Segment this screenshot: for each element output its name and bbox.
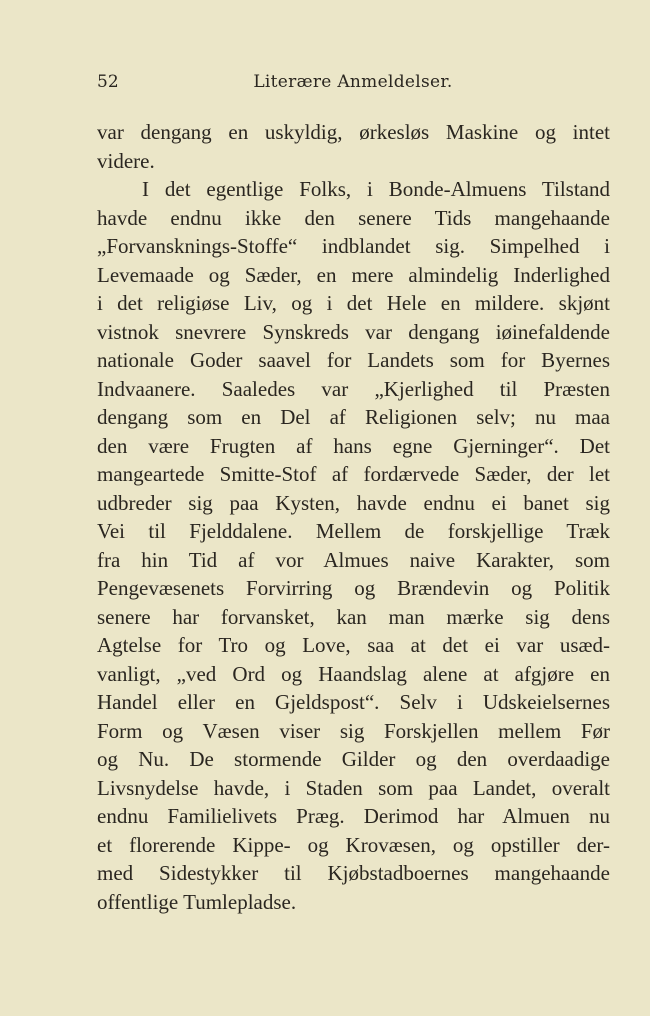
- text-line: Vei til Fjelddalene. Mellem de forskjellige Træk: [97, 519, 610, 543]
- text-line: I det egentlige Folks, i Bonde-Almuens Tilstand: [142, 177, 610, 201]
- text-line: Form og Væsen viser sig Forskjellen mellem Før: [97, 718, 610, 743]
- text-line: endnu Familielivets Præg. Derimod har Almuen nu: [97, 804, 610, 828]
- text-line: Handel eller en Gjeldspost“. Selv i Udskeielsernes: [97, 690, 610, 714]
- text-line: et florerende Kippe- og Krovæsen, og opstiller der-: [97, 832, 610, 857]
- text-line: nationale Goder saavel for Landets som for Byernes: [97, 348, 610, 372]
- page-header: [97, 72, 609, 100]
- text-line: Pengevæsenets Forvirring og Brændevin og Politik: [97, 576, 610, 600]
- running-title: Literære Anmeldelser.: [253, 72, 453, 92]
- text-line: Levemaade og Sæder, en mere almindelig Inderlighed: [97, 262, 610, 287]
- text-line: og Nu. De stormende Gilder og den overdaadige: [97, 747, 610, 771]
- text-line: var dengang en uskyldig, ørkesløs Maskine og intet: [97, 120, 610, 144]
- text-line: havde endnu ikke den senere Tids mangehaande: [97, 205, 610, 230]
- text-line: den være Frugten af hans egne Gjerninger“. Det: [97, 433, 610, 458]
- body-text: [97, 118, 610, 916]
- text-line: Livsnydelse havde, i Staden som paa Landet, overalt: [97, 775, 610, 800]
- text-line: videre.: [97, 148, 155, 173]
- text-line: vistnok snevrere Synskreds var dengang iøinefaldende: [97, 319, 610, 344]
- text-line: senere har forvansket, kan man mærke sig dens: [97, 604, 610, 629]
- text-line: „Forvansknings-Stoffe“ indblandet sig. Simpelhed i: [97, 234, 610, 258]
- text-line: offentlige Tumlepladse.: [97, 889, 297, 914]
- text-line: vanligt, „ved Ord og Haandslag alene at afgjøre en: [97, 661, 610, 686]
- text-line: dengang som en Del af Religionen selv; nu maa: [97, 405, 610, 429]
- text-line: i det religiøse Liv, og i det Hele en mildere. skjønt: [97, 291, 610, 315]
- text-line: mangeartede Smitte-Stof af fordærvede Sæder, der let: [97, 462, 610, 486]
- text-line: Agtelse for Tro og Love, saa at det ei var usæd-: [97, 633, 610, 657]
- text-line: fra hin Tid af vor Almues naive Karakter, som: [97, 547, 610, 572]
- page-number: 52: [97, 72, 119, 92]
- text-line: udbreder sig paa Kysten, havde endnu ei banet sig: [97, 490, 610, 515]
- text-line: med Sidestykker til Kjøbstadboernes mangehaande: [97, 861, 610, 885]
- text-line: Indvaanere. Saaledes var „Kjerlighed til Præsten: [97, 376, 610, 401]
